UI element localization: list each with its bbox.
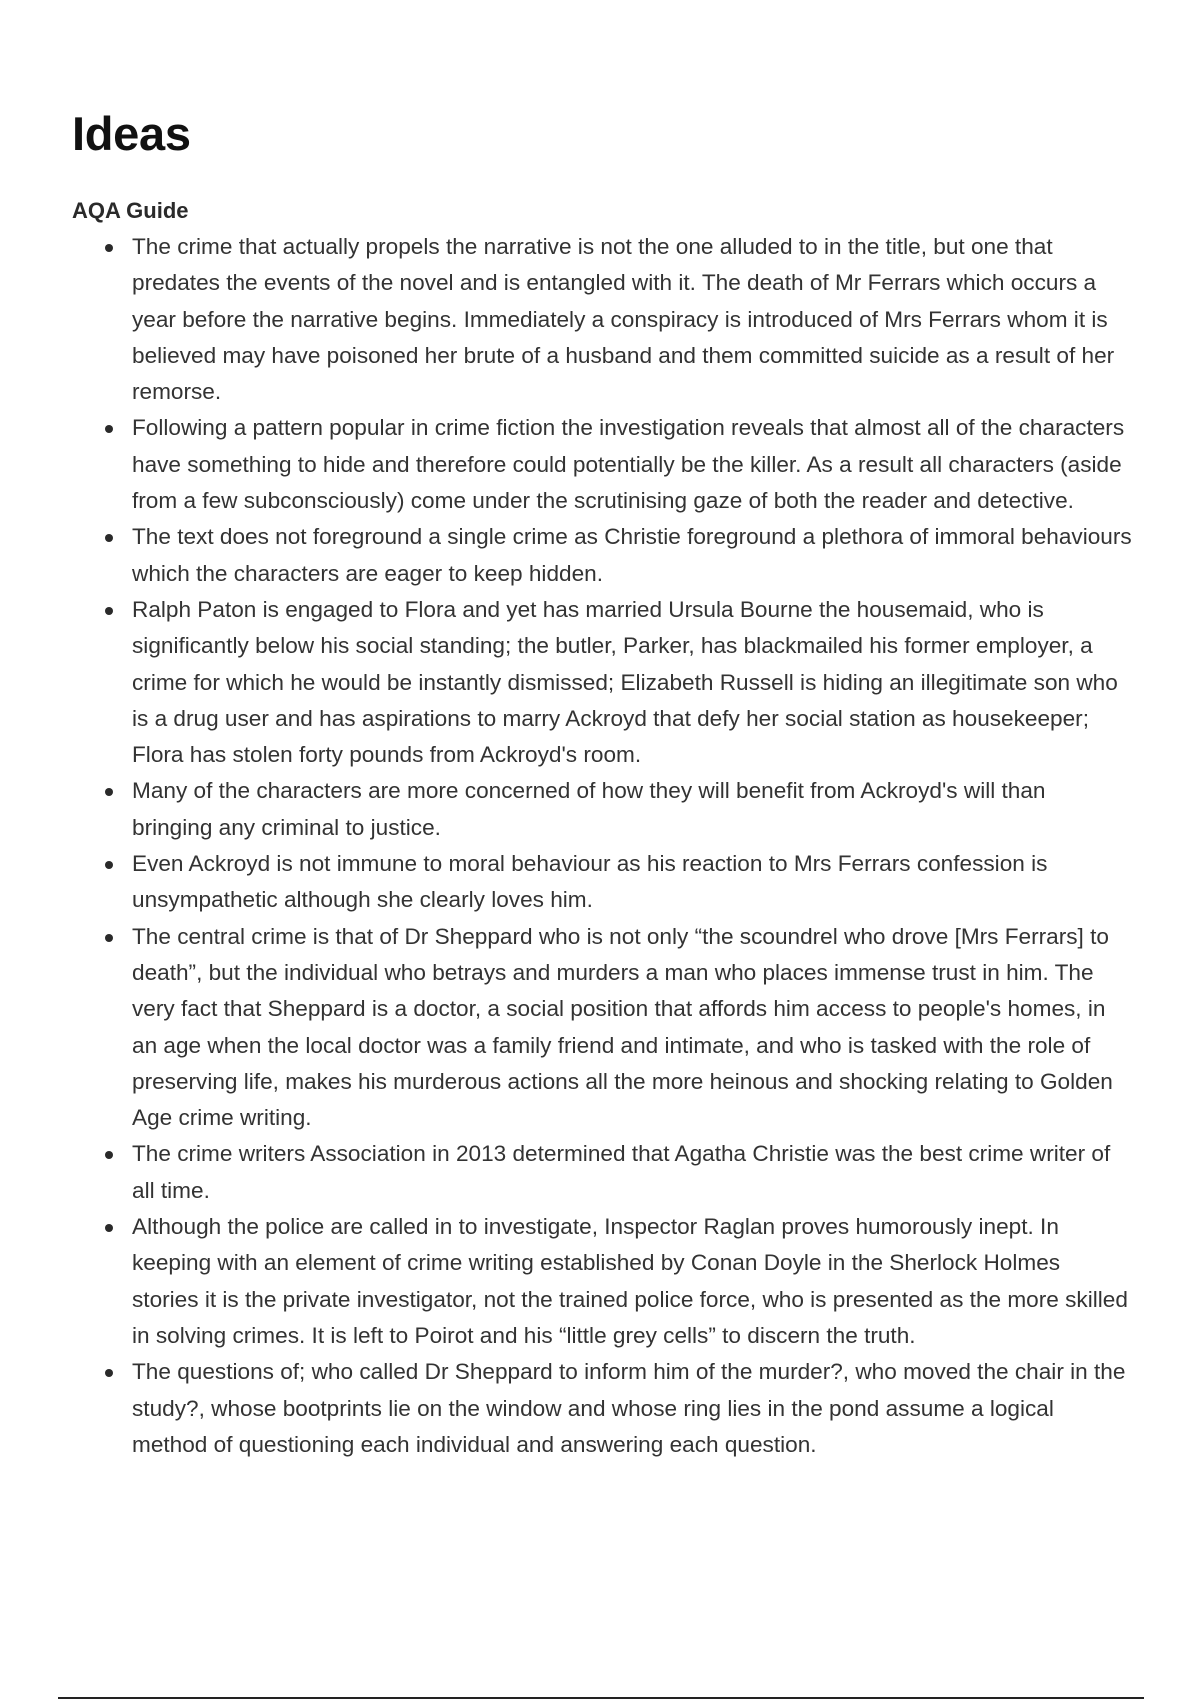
list-item-text: The text does not foreground a single crime as Christie foreground a plethora of immoral behaviours which the characters are eager to keep hidden. bbox=[132, 524, 1132, 586]
list-item bbox=[72, 846, 1132, 919]
section-heading: AQA Guide bbox=[72, 198, 189, 223]
bullet-dot bbox=[105, 607, 113, 615]
list-item bbox=[72, 410, 1132, 519]
list-item bbox=[72, 1136, 1132, 1209]
bullet-dot bbox=[105, 1224, 113, 1232]
bullet-dot bbox=[105, 244, 113, 252]
bullet-dot bbox=[105, 1151, 113, 1159]
list-item-text: The crime writers Association in 2013 determined that Agatha Christie was the best crime writer of all time. bbox=[132, 1141, 1111, 1203]
list-item-text: Although the police are called in to investigate, Inspector Raglan proves humorously inept. In keeping with an element of crime writing established by Conan Doyle in the Sherlock Holmes stories it is the private investigator, not the trained police force, who is presented as the more skilled in solving crimes. It is left to Poirot and his “little grey cells” to discern the truth. bbox=[132, 1214, 1128, 1348]
list-item-text: The central crime is that of Dr Sheppard who is not only “the scoundrel who drove [Mrs Ferrars] to death”, but the individual who betrays and murders a man who places immense trust in him. The very fact that Sheppard is a doctor, a social position that affords him access to people's homes, in an age when the local doctor was a family friend and intimate, and who is tasked with the role of preserving life, makes his murderous actions all the more heinous and shocking relating to Golden Age crime writing. bbox=[132, 923, 1113, 1131]
list-item bbox=[72, 229, 1132, 410]
list-item-text: Ralph Paton is engaged to Flora and yet has married Ursula Bourne the housemaid, who is significantly below his social standing; the butler, Parker, has blackmailed his former employer, a crime for which he would be instantly dismissed; Elizabeth Russell is hiding an illegitimate son who is a drug user and has aspirations to marry Ackroyd that defy her social station as housekeeper; Flora has stolen forty pounds from Ackroyd's room. bbox=[132, 596, 1118, 768]
page-title: Ideas bbox=[72, 107, 191, 160]
bullet-dot bbox=[105, 1369, 113, 1377]
list-item-text: The crime that actually propels the narrative is not the one alluded to in the title, but one that predates the events of the novel and is entangled with it. The death of Mr Ferrars which occurs a year before the narrative begins. Immediately a conspiracy is introduced of Mrs Ferrars whom it is believed may have poisoned her brute of a husband and them committed suicide as a result of her remorse. bbox=[132, 234, 1115, 405]
list-item bbox=[72, 1354, 1132, 1463]
list-item-text: The questions of; who called Dr Sheppard to inform him of the murder?, who moved the chair in the study?, whose bootprints lie on the window and whose ring lies in the pond assume a logical method of questioning each individual and answering each question. bbox=[132, 1359, 1126, 1457]
list-item bbox=[72, 773, 1132, 846]
list-item-text: Even Ackroyd is not immune to moral behaviour as his reaction to Mrs Ferrars confession is unsympathetic although she clearly loves him. bbox=[132, 851, 1048, 913]
bullet-dot bbox=[105, 425, 113, 433]
bullet-dot bbox=[105, 534, 113, 542]
list-item bbox=[72, 1209, 1132, 1354]
list-item-text: Following a pattern popular in crime fiction the investigation reveals that almost all of the characters have something to hide and therefore could potentially be the killer. As a result all characters (aside from a few subconsciously) come under the scrutinising gaze of both the reader and detective. bbox=[132, 415, 1125, 514]
bullet-dot bbox=[105, 861, 113, 869]
list-item bbox=[72, 919, 1132, 1137]
document-page bbox=[72, 102, 1132, 1463]
list-item-text: Many of the characters are more concerned of how they will benefit from Ackroyd's will than bringing any criminal to justice. bbox=[132, 778, 1046, 840]
bullet-dot bbox=[105, 934, 113, 942]
list-item bbox=[72, 519, 1132, 592]
bullet-dot bbox=[105, 788, 113, 796]
list-item bbox=[72, 592, 1132, 773]
bullet-list bbox=[72, 229, 1132, 1463]
footer-divider bbox=[58, 1697, 1144, 1699]
